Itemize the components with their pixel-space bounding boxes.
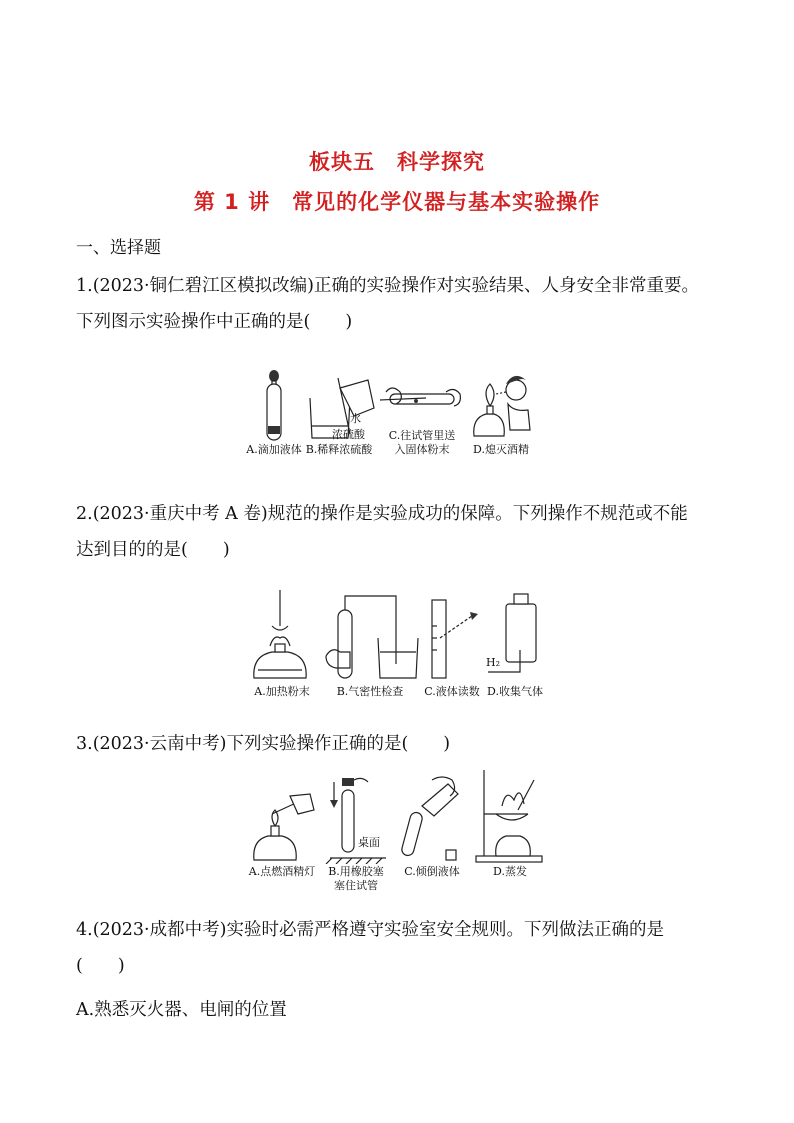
q2-caption-a: A.加热粉末 xyxy=(254,685,310,698)
q1-label-acid: 浓硫酸 xyxy=(332,428,365,441)
q3-fig-b xyxy=(320,766,392,893)
airtightness-check-illustration xyxy=(320,586,420,684)
evaporation-illustration xyxy=(472,766,548,864)
q1-label-water: 水 xyxy=(350,412,361,425)
heating-powder-illustration xyxy=(244,586,320,684)
question-1-line1: 1.(2023·铜仁碧江区模拟改编)正确的实验操作对实验结果、人身安全非常重要。 xyxy=(76,276,699,296)
question-1-figures xyxy=(246,370,534,457)
q2-fig-b xyxy=(320,586,420,699)
q2-fig-d xyxy=(484,586,546,699)
question-4-option-a: A.熟悉灭火器、电闸的位置 xyxy=(76,1000,287,1020)
question-4-line2: ( ) xyxy=(76,956,125,976)
q1-caption-a: A.滴加液体 xyxy=(246,443,302,456)
question-3-figures xyxy=(244,766,548,893)
cylinder-reading-illustration xyxy=(420,586,484,684)
stopper-tube-illustration xyxy=(320,766,392,864)
q2-caption-d: D.收集气体 xyxy=(487,685,543,698)
dilution-beaker-illustration xyxy=(302,370,376,442)
q1-caption-c: C.往试管里送 入固体粉末 xyxy=(388,429,456,456)
pouring-liquid-illustration xyxy=(392,766,472,864)
lesson-title: 第 1 讲 常见的化学仪器与基本实验操作 xyxy=(193,190,601,214)
q1-caption-b: B.稀释浓硫酸 xyxy=(305,443,373,456)
q1-fig-a xyxy=(246,370,302,457)
q3-caption-c: C.倾倒液体 xyxy=(404,865,460,878)
q2-fig-c xyxy=(420,586,484,699)
section-heading: 一、选择题 xyxy=(76,238,161,258)
question-2-figures xyxy=(244,586,546,699)
question-4-line1: 4.(2023·成都中考)实验时必需严格遵守实验室安全规则。下列做法正确的是 xyxy=(76,920,664,940)
q2-caption-b: B.气密性检查 xyxy=(336,685,404,698)
q1-fig-b xyxy=(302,370,376,457)
powder-tube-illustration xyxy=(376,370,468,428)
section-title: 板块五 科学探究 xyxy=(309,150,485,174)
q2-caption-c: C.液体读数 xyxy=(424,685,480,698)
q3-caption-d: D.蒸发 xyxy=(493,865,527,878)
q3-caption-b: B.用橡胶塞 塞住试管 xyxy=(328,865,384,892)
question-2-line2: 达到目的的是( ) xyxy=(76,540,230,560)
question-3-line1: 3.(2023·云南中考)下列实验操作正确的是( ) xyxy=(76,734,451,754)
blow-lamp-illustration xyxy=(468,370,534,442)
q3-label-table: 桌面 xyxy=(358,836,380,849)
question-3 xyxy=(76,726,726,762)
question-4 xyxy=(76,912,726,984)
lamp-lighting-illustration xyxy=(244,766,320,864)
q1-fig-c xyxy=(376,370,468,457)
q2-label-h2: H₂ xyxy=(486,656,501,669)
q3-fig-d xyxy=(472,766,548,893)
q2-fig-a xyxy=(244,586,320,699)
q3-fig-a xyxy=(244,766,320,893)
q3-caption-a: A.点燃酒精灯 xyxy=(248,865,316,878)
dropper-tube-illustration xyxy=(246,370,302,442)
question-2-line1: 2.(2023·重庆中考 A 卷)规范的操作是实验成功的保障。下列操作不规范或不能 xyxy=(76,504,688,524)
q3-fig-c xyxy=(392,766,472,893)
q1-fig-d xyxy=(468,370,534,457)
q1-caption-d: D.熄灭酒精 xyxy=(473,443,529,456)
question-1-line2: 下列图示实验操作中正确的是( ) xyxy=(76,312,353,332)
question-2 xyxy=(76,496,726,568)
gas-collection-illustration xyxy=(484,586,546,684)
question-1 xyxy=(76,268,726,340)
